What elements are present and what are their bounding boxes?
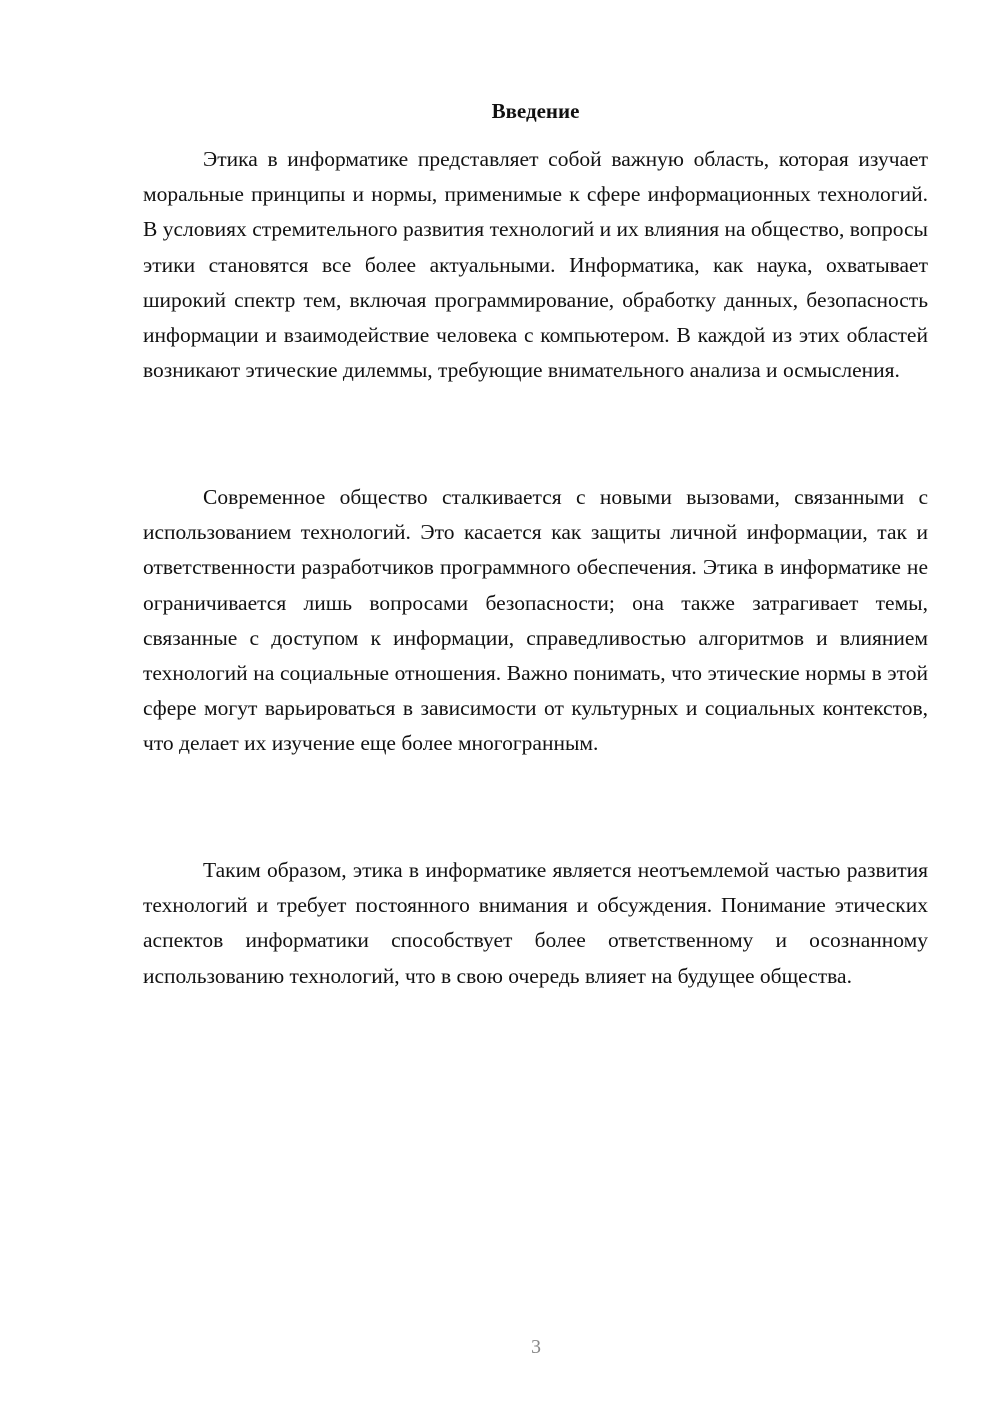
paragraph-1: Этика в информатике представляет собой важную область, которая изучает моральные принципы и нормы, применимые к сфере информационных технологий. В условиях стремительного развития технологий и их влияния на общество, вопросы этики становятся все более актуальными. Информатика, как наука, охватывает широкий спектр тем, включая программирование, обработку данных, безопасность информации и взаимодействие человека с компьютером. В каждой из этих областей возникают этические дилеммы, требующие внимательного анализа и осмысления.	[143, 147, 928, 383]
section-title: Введение	[491, 99, 580, 123]
page-number: 3	[531, 1336, 541, 1358]
paragraph-3: Таким образом, этика в информатике является неотъемлемой частью развития технологий и требует постоянного внимания и обсуждения. Понимание этических аспектов информатики способствует более ответственному и осознанному использованию технологий, что в свою очередь влияет на будущее общества.	[143, 858, 928, 988]
paragraph-2: Современное общество сталкивается с новыми вызовами, связанными с использованием технологий. Это касается как защиты личной информации, так и ответственности разработчиков программного обеспечения. Этика в информатике не ограничивается лишь вопросами безопасности; она также затрагивает темы, связанные с доступом к информации, справедливостью алгоритмов и влиянием технологий на социальные отношения. Важно понимать, что этические нормы в этой сфере могут варьироваться в зависимости от культурных и социальных контекстов, что делает их изучение еще более многогранным.	[143, 485, 928, 756]
